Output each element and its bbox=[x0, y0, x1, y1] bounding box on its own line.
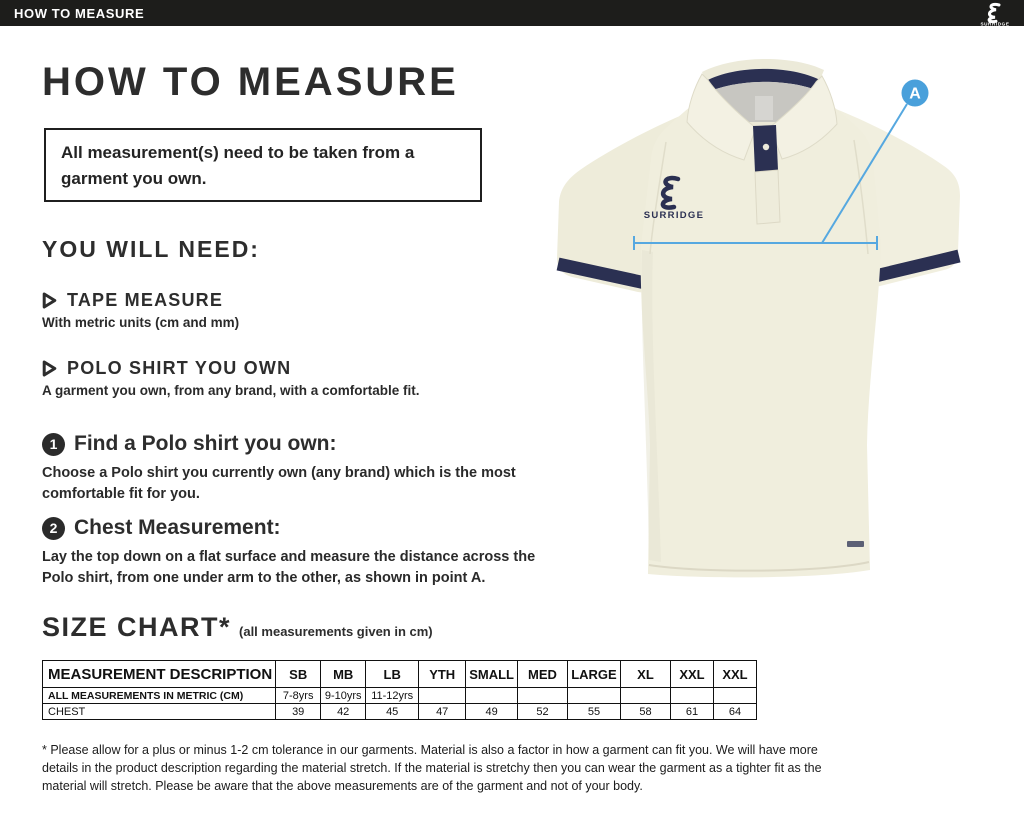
step-title: Find a Polo shirt you own: bbox=[74, 432, 337, 455]
size-chart-cell: 9-10yrs bbox=[321, 688, 366, 704]
top-bar-brand-text: SURRIDGE bbox=[980, 21, 1010, 26]
step-1 bbox=[42, 432, 572, 504]
size-chart-column-header: YTH bbox=[419, 661, 466, 688]
size-chart-cell bbox=[466, 688, 518, 704]
size-chart-cell: 49 bbox=[466, 704, 518, 720]
size-chart-cell: 52 bbox=[517, 704, 567, 720]
size-chart-cell: 58 bbox=[620, 704, 670, 720]
polo-shirt-illustration bbox=[550, 35, 1024, 600]
size-chart-heading-row bbox=[42, 612, 433, 643]
size-chart-column-header: SB bbox=[276, 661, 321, 688]
size-chart-column-header: XL bbox=[620, 661, 670, 688]
polo-shirt-diagram bbox=[550, 35, 1024, 600]
size-chart-column-header: MEASUREMENT DESCRIPTION bbox=[43, 661, 276, 688]
size-chart-cell: 61 bbox=[670, 704, 713, 720]
step-number-badge: 2 bbox=[42, 517, 65, 540]
size-chart-cell bbox=[670, 688, 713, 704]
chest-logo-text: SURRIDGE bbox=[643, 210, 705, 221]
you-will-need-heading: YOU WILL NEED: bbox=[42, 236, 260, 262]
size-chart-cell: CHEST bbox=[43, 704, 276, 720]
need-item-title: TAPE MEASURE bbox=[67, 290, 224, 310]
size-chart-column-header: MB bbox=[321, 661, 366, 688]
hem-print-mark bbox=[847, 541, 864, 547]
size-chart-cell bbox=[419, 688, 466, 704]
size-chart-cell: 42 bbox=[321, 704, 366, 720]
size-chart-column-header: MED bbox=[517, 661, 567, 688]
size-chart-subheading: (all measurements given in cm) bbox=[239, 624, 433, 639]
need-item-title: POLO SHIRT YOU OWN bbox=[67, 358, 292, 378]
size-chart-cell bbox=[620, 688, 670, 704]
need-item-tape-measure bbox=[42, 290, 239, 330]
size-chart-column-header: XXL bbox=[670, 661, 713, 688]
triangle-bullet-icon bbox=[42, 360, 57, 377]
size-chart-column-header: LARGE bbox=[567, 661, 620, 688]
size-chart-table-head bbox=[43, 661, 757, 688]
size-chart-table-body bbox=[43, 688, 757, 720]
top-bar-title: HOW TO MEASURE bbox=[14, 5, 145, 21]
footnote: * Please allow for a plus or minus 1-2 cm tolerance in our garments. Material is also a factor in how a garment can fit you. We will have more details in the product description regarding the material stretch. If the material is stretchy then you can wear the garment as a tighter fit as the material will stretch. Please be aware that the above measurements are of the garment and not of your body. bbox=[42, 743, 822, 794]
size-chart-cell: 47 bbox=[419, 704, 466, 720]
placket-button bbox=[763, 144, 769, 150]
page-title: HOW TO MEASURE bbox=[42, 60, 459, 104]
size-chart-cell bbox=[713, 688, 756, 704]
marker-a-label: A bbox=[909, 85, 921, 103]
step-2 bbox=[42, 516, 572, 588]
need-item-polo-shirt bbox=[42, 358, 420, 398]
surridge-s-glyph-icon bbox=[978, 2, 1012, 26]
size-chart-cell bbox=[517, 688, 567, 704]
step-number-badge: 1 bbox=[42, 433, 65, 456]
neck-label bbox=[755, 96, 773, 120]
need-item-description: A garment you own, from any brand, with a comfortable fit. bbox=[42, 383, 420, 398]
step-description: Choose a Polo shirt you currently own (any brand) which is the most comfortable fit for you. bbox=[42, 465, 516, 502]
top-bar bbox=[0, 0, 1024, 26]
size-chart-cell: 11-12yrs bbox=[366, 688, 419, 704]
size-chart-cell: 64 bbox=[713, 704, 756, 720]
step-description: Lay the top down on a flat surface and measure the distance across the Polo shirt, from one under arm to the other, as shown in point A. bbox=[42, 549, 536, 586]
size-chart-cell: 7-8yrs bbox=[276, 688, 321, 704]
step-title: Chest Measurement: bbox=[74, 516, 281, 539]
size-chart-column-header: LB bbox=[366, 661, 419, 688]
surridge-logo-icon bbox=[978, 2, 1012, 26]
size-chart-cell: ALL MEASUREMENTS IN METRIC (CM) bbox=[43, 688, 276, 704]
triangle-bullet-icon bbox=[42, 292, 57, 309]
note-box: All measurement(s) need to be taken from a garment you own. bbox=[44, 128, 482, 202]
size-chart-row bbox=[43, 704, 757, 720]
size-chart-cell: 45 bbox=[366, 704, 419, 720]
size-chart-table bbox=[42, 660, 757, 720]
size-chart-cell: 39 bbox=[276, 704, 321, 720]
size-chart-column-header: XXL bbox=[713, 661, 756, 688]
size-chart-heading: SIZE CHART* bbox=[42, 612, 232, 642]
size-chart-column-header: SMALL bbox=[466, 661, 518, 688]
placket-lower bbox=[755, 170, 780, 224]
need-item-description: With metric units (cm and mm) bbox=[42, 315, 240, 330]
size-chart-cell bbox=[567, 688, 620, 704]
size-chart-row bbox=[43, 688, 757, 704]
size-chart-cell: 55 bbox=[567, 704, 620, 720]
